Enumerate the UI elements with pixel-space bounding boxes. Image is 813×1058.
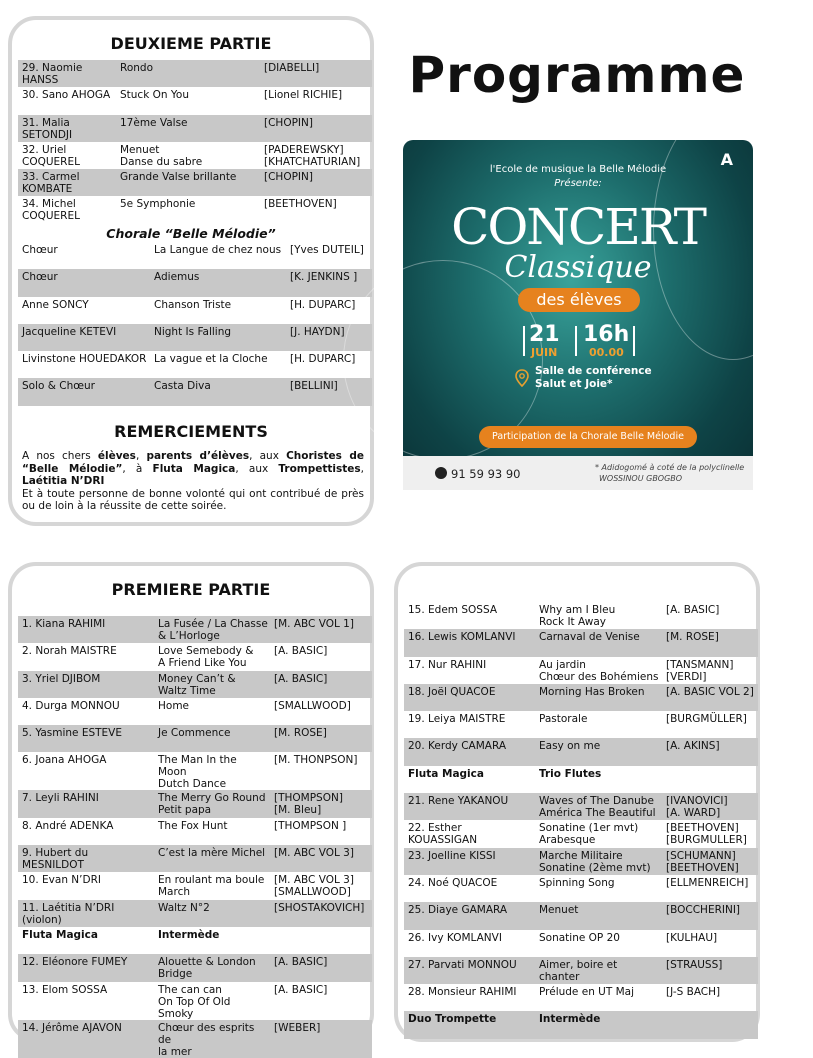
program-row <box>404 629 758 656</box>
composer-cell <box>270 927 372 954</box>
piece-cell: The Man In the Moon Dutch Dance <box>158 754 237 791</box>
poster-presente: Présente: <box>554 178 602 189</box>
program-row <box>404 848 758 875</box>
program-row <box>404 902 758 929</box>
deuxieme-partie-table <box>18 60 372 224</box>
composer-cell: [A. BASIC] <box>270 954 372 981</box>
program-row <box>18 115 372 142</box>
piece-cell: La vague et la Cloche <box>154 353 268 366</box>
composer-cell: [A. AKINS] <box>662 738 758 765</box>
composer-cell: [M. ABC VOL 3] <box>270 845 372 872</box>
deuxieme-partie-title: DEUXIEME PARTIE <box>110 34 272 53</box>
performer-cell: 2. Norah MAISTRE <box>22 645 117 658</box>
composer-cell: [DIABELLI] <box>260 60 372 87</box>
composer-cell: [WEBER] <box>270 1020 372 1058</box>
performer-cell: 33. Carmel KOMBATE <box>18 169 116 196</box>
poster-minutes: 00.00 <box>589 346 624 359</box>
composer-cell: [Lionel RICHIE] <box>264 89 343 102</box>
piece-cell: Adiemus <box>150 269 286 296</box>
program-row <box>404 793 758 820</box>
performer-cell: 30. Sano AHOGA <box>22 89 111 102</box>
performer-cell: 14. Jérôme AJAVON <box>18 1020 154 1058</box>
piece-cell: The Fox Hunt <box>158 819 228 832</box>
composer-cell: [K. JENKINS ] <box>286 269 372 296</box>
piece-cell: Easy on me <box>535 738 662 765</box>
program-row <box>18 297 372 324</box>
piece-cell: En roulant ma boule March <box>158 874 265 899</box>
composer-cell: [M. ABC VOL 3] [SMALLWOOD] <box>274 874 354 899</box>
poster-note-line2: WOSSINOU GBOGBO <box>599 474 683 483</box>
program-row <box>18 351 372 378</box>
piece-cell: Grande Valse brillante <box>116 169 260 196</box>
program-row <box>18 845 372 872</box>
location-pin-icon <box>515 369 529 387</box>
performer-cell: Fluta Magica <box>408 767 484 780</box>
performer-cell: Chœur <box>22 244 58 256</box>
program-row <box>18 900 372 927</box>
composer-cell: [M. ABC VOL 1] <box>270 616 372 643</box>
program-row <box>18 269 372 296</box>
composer-cell: [BEETHOVEN] <box>264 198 337 211</box>
program-row <box>18 982 372 1020</box>
poster-concert-title: CONCERT <box>451 198 705 256</box>
piece-cell: Chanson Triste <box>154 298 232 311</box>
composer-cell: [ELLMENREICH] <box>666 876 749 889</box>
piece-cell: Marche Militaire Sonatine (2ème mvt) <box>535 848 662 875</box>
program-row <box>404 820 758 847</box>
performer-cell: 18. Joël QUACOE <box>404 684 535 711</box>
composer-cell: [BURGMÜLLER] <box>666 713 747 726</box>
composer-cell: [BEETHOVEN] [BURGMULLER] <box>666 822 747 847</box>
program-row <box>18 324 372 351</box>
composer-cell: [H. DUPARC] <box>290 353 356 366</box>
performer-cell: 10. Evan N’DRI <box>22 874 101 887</box>
poster-logo: A <box>720 150 733 169</box>
performer-cell: 29. Naomie HANSS <box>18 60 116 87</box>
concert-poster <box>403 140 753 490</box>
piece-cell: Je Commence <box>154 725 270 752</box>
piece-cell: Aimer, boire et chanter <box>535 957 662 984</box>
performer-cell: 22. Esther KOUASSIGAN <box>408 822 478 847</box>
program-row <box>18 725 372 752</box>
piece-cell: Sonatine (1er mvt) Arabesque <box>539 822 639 847</box>
composer-cell: [THOMPSON ] <box>274 819 347 832</box>
poster-participation-badge: Participation de la Chorale Belle Mélodie <box>479 426 697 448</box>
piece-cell: Prélude en UT Maj <box>539 986 635 999</box>
performer-cell: 9. Hubert du MESNILDOT <box>18 845 154 872</box>
program-row <box>404 984 758 1011</box>
composer-cell: [H. DUPARC] <box>290 298 356 311</box>
piece-cell: Trio Flutes <box>539 767 602 780</box>
piece-cell: Money Can’t & Waltz Time <box>154 671 270 698</box>
performer-cell: 1. Kiana RAHIMI <box>18 616 154 643</box>
composer-cell <box>662 1011 758 1038</box>
program-row <box>18 872 372 899</box>
remerciements-text: A nos chers élèves, parents d’élèves, aux Choristes de “Belle Mélodie”, à Fluta Magica, aux Trompettistes, Laétitia N’DRI Et à toute personne de bonne volonté qui ont contribué de près ou de loin à la réussite de cette soirée. <box>22 450 364 512</box>
program-row <box>404 1011 758 1038</box>
program-row <box>404 875 758 902</box>
program-row <box>18 954 372 981</box>
poster-date-block <box>521 322 639 362</box>
premiere-partie-table <box>18 616 372 1058</box>
program-row <box>18 87 372 114</box>
composer-cell: [KULHAU] <box>666 931 718 944</box>
performer-cell: 5. Yasmine ESTEVE <box>18 725 154 752</box>
composer-cell: [CHOPIN] <box>260 169 372 196</box>
composer-cell: [CHOPIN] <box>260 115 372 142</box>
poster-venue-line2: Salut et Joie* <box>535 378 613 390</box>
program-row <box>404 738 758 765</box>
composer-cell: [SHOSTAKOVICH] <box>270 900 372 927</box>
piece-cell: Alouette & London Bridge <box>154 954 270 981</box>
performer-cell: 7. Leyli RAHINI <box>18 790 154 817</box>
program-row <box>18 643 372 670</box>
performer-cell: Chœur <box>18 269 150 296</box>
composer-cell: [Yves DUTEIL] <box>290 244 364 256</box>
performer-cell: 34. Michel COQUEREL <box>22 198 80 223</box>
phone-icon <box>435 467 447 479</box>
deuxieme-partie-panel <box>8 16 374 526</box>
program-row <box>18 142 372 169</box>
program-row <box>18 927 372 954</box>
program-row <box>404 657 758 684</box>
piece-cell: Carnaval de Venise <box>535 629 662 656</box>
performer-cell: 27. Parvati MONNOU <box>404 957 535 984</box>
performer-cell: 3. Yriel DJIBOM <box>18 671 154 698</box>
poster-separator <box>523 326 525 356</box>
program-row <box>18 790 372 817</box>
poster-hour: 16h <box>583 322 630 347</box>
piece-cell: Pastorale <box>539 713 588 726</box>
performer-cell: 24. Noé QUACOE <box>408 876 498 889</box>
piece-cell: Casta Diva <box>150 378 286 405</box>
performer-cell: 17. Nur RAHINI <box>408 658 487 671</box>
piece-cell: Why am I Bleu Rock It Away <box>539 604 616 628</box>
composer-cell: [THOMPSON] [M. Bleu] <box>270 790 372 817</box>
performer-cell: 25. Diaye GAMARA <box>404 902 535 929</box>
chorale-heading: Chorale “Belle Mélodie” <box>106 226 276 241</box>
performer-cell: 19. Leiya MAISTRE <box>408 713 506 726</box>
piece-cell: La Fusée / La Chasse & L’Horloge <box>154 616 270 643</box>
performer-cell: 12. Eléonore FUMEY <box>18 954 154 981</box>
performer-cell: 8. André ADENKA <box>22 819 114 832</box>
performer-cell: 16. Lewis KOMLANVI <box>404 629 535 656</box>
poster-eleves-badge: des élèves <box>518 288 640 312</box>
piece-cell: Menuet Danse du sabre <box>120 143 203 168</box>
program-row <box>18 698 372 725</box>
program-row <box>404 957 758 984</box>
piece-cell: Spinning Song <box>539 876 615 889</box>
program-row <box>18 169 372 196</box>
piece-cell: Stuck On You <box>120 89 189 102</box>
composer-cell <box>662 766 758 793</box>
remerciements-title: REMERCIEMENTS <box>114 422 268 441</box>
poster-footer <box>403 456 753 490</box>
premiere-partie-continued-panel <box>394 562 760 1042</box>
composer-cell: [TANSMANN] [VERDI] <box>666 658 734 683</box>
performer-cell: Livinstone HOUEDAKOR <box>22 353 147 366</box>
piece-cell: The can can On Top Of Old Smoky <box>158 983 231 1020</box>
piece-cell: Menuet <box>535 902 662 929</box>
composer-cell: [J-S BACH] <box>666 986 721 999</box>
composer-cell: [A. BASIC VOL 2] <box>662 684 758 711</box>
composer-cell: [M. ROSE] <box>270 725 372 752</box>
composer-cell: [A. BASIC] <box>274 983 328 996</box>
composer-cell: [M. ROSE] <box>662 629 758 656</box>
program-row <box>18 818 372 845</box>
composer-cell: [BOCCHERINI] <box>662 902 758 929</box>
piece-cell: Intermède <box>158 928 220 941</box>
performer-cell: 15. Edem SOSSA <box>408 604 497 616</box>
composer-cell: [PADEREWSKY] [KHATCHATURIAN] <box>264 143 361 168</box>
program-row <box>404 602 758 629</box>
piece-cell: Love Semebody & A Friend Like You <box>158 645 254 670</box>
program-row <box>404 766 758 793</box>
performer-cell: 26. Ivy KOMLANVI <box>408 931 502 944</box>
performer-cell: 32. Uriel COQUEREL <box>22 143 80 168</box>
piece-cell: Intermède <box>535 1011 662 1038</box>
program-row <box>18 196 372 223</box>
performer-cell: Duo Trompette <box>404 1011 535 1038</box>
poster-classique: Classique <box>504 250 652 285</box>
program-row <box>404 711 758 738</box>
composer-cell: [A. BASIC] <box>666 604 720 616</box>
piece-cell: 17ème Valse <box>116 115 260 142</box>
composer-cell: [SCHUMANN] [BEETHOVEN] <box>662 848 758 875</box>
performer-cell: 23. Joelline KISSI <box>404 848 535 875</box>
piece-cell: La Langue de chez nous <box>154 244 282 256</box>
composer-cell: [J. HAYDN] <box>286 324 372 351</box>
performer-cell: Anne SONCY <box>22 298 89 311</box>
program-row <box>18 242 372 269</box>
poster-school: l'Ecole de musique la Belle Mélodie <box>489 164 667 175</box>
premiere-partie-title: PREMIERE PARTIE <box>111 580 271 599</box>
performer-cell: Solo & Chœur <box>18 378 150 405</box>
poster-separator <box>575 326 577 356</box>
poster-day: 21 <box>529 322 560 347</box>
performer-cell: 28. Monsieur RAHIMI <box>408 986 517 999</box>
piece-cell: 5e Symphonie <box>120 198 196 211</box>
program-row <box>18 616 372 643</box>
program-row <box>18 752 372 790</box>
poster-venue-line1: Salle de conférence <box>535 365 652 377</box>
programme-title: Programme <box>408 46 746 104</box>
chorale-table <box>18 242 372 406</box>
piece-cell: Au jardin Chœur des Bohémiens <box>539 658 659 683</box>
program-row <box>404 930 758 957</box>
program-row <box>404 684 758 711</box>
program-row <box>18 60 372 87</box>
composer-cell: [SMALLWOOD] <box>274 699 351 712</box>
program-row <box>18 671 372 698</box>
piece-cell: Chœur des esprits de la mer <box>154 1020 270 1058</box>
performer-cell: 20. Kerdy CAMARA <box>404 738 535 765</box>
composer-cell: [A. BASIC] <box>270 671 372 698</box>
performer-cell: 11. Laétitia N’DRI (violon) <box>18 900 154 927</box>
premiere-partie-continued-table <box>404 602 758 1039</box>
piece-cell: Home <box>158 699 190 712</box>
performer-cell: 21. Rene YAKANOU <box>404 793 535 820</box>
composer-cell: [M. THONPSON] <box>274 754 358 767</box>
performer-cell: 6. Joana AHOGA <box>22 754 107 767</box>
piece-cell: C’est la mère Michel <box>154 845 270 872</box>
poster-phone: 91 59 93 90 <box>451 467 521 481</box>
piece-cell: Morning Has Broken <box>535 684 662 711</box>
performer-cell: 13. Elom SOSSA <box>22 983 108 996</box>
premiere-partie-panel <box>8 562 374 1058</box>
piece-cell: Night Is Falling <box>150 324 286 351</box>
composer-cell: [BELLINI] <box>286 378 372 405</box>
performer-cell: 31. Malia SETONDJI <box>18 115 116 142</box>
composer-cell: [IVANOVICI] [A. WARD] <box>662 793 758 820</box>
poster-separator <box>633 326 635 356</box>
piece-cell: Waltz N°2 <box>154 900 270 927</box>
piece-cell: The Merry Go Round Petit papa <box>154 790 270 817</box>
poster-month: JUIN <box>531 346 558 359</box>
piece-cell: Rondo <box>116 60 260 87</box>
performer-cell: Jacqueline KETEVI <box>18 324 150 351</box>
piece-cell: Waves of The Danube América The Beautiful <box>535 793 662 820</box>
program-row <box>18 378 372 405</box>
performer-cell: 4. Durga MONNOU <box>22 699 120 712</box>
performer-cell: Fluta Magica <box>22 928 98 941</box>
program-row <box>18 1020 372 1058</box>
composer-cell: [STRAUSS] <box>662 957 758 984</box>
poster-note-line1: * Adidogomé à coté de la polyclinelle <box>595 463 745 472</box>
piece-cell: Sonatine OP 20 <box>539 931 620 944</box>
composer-cell: [A. BASIC] <box>274 645 328 658</box>
